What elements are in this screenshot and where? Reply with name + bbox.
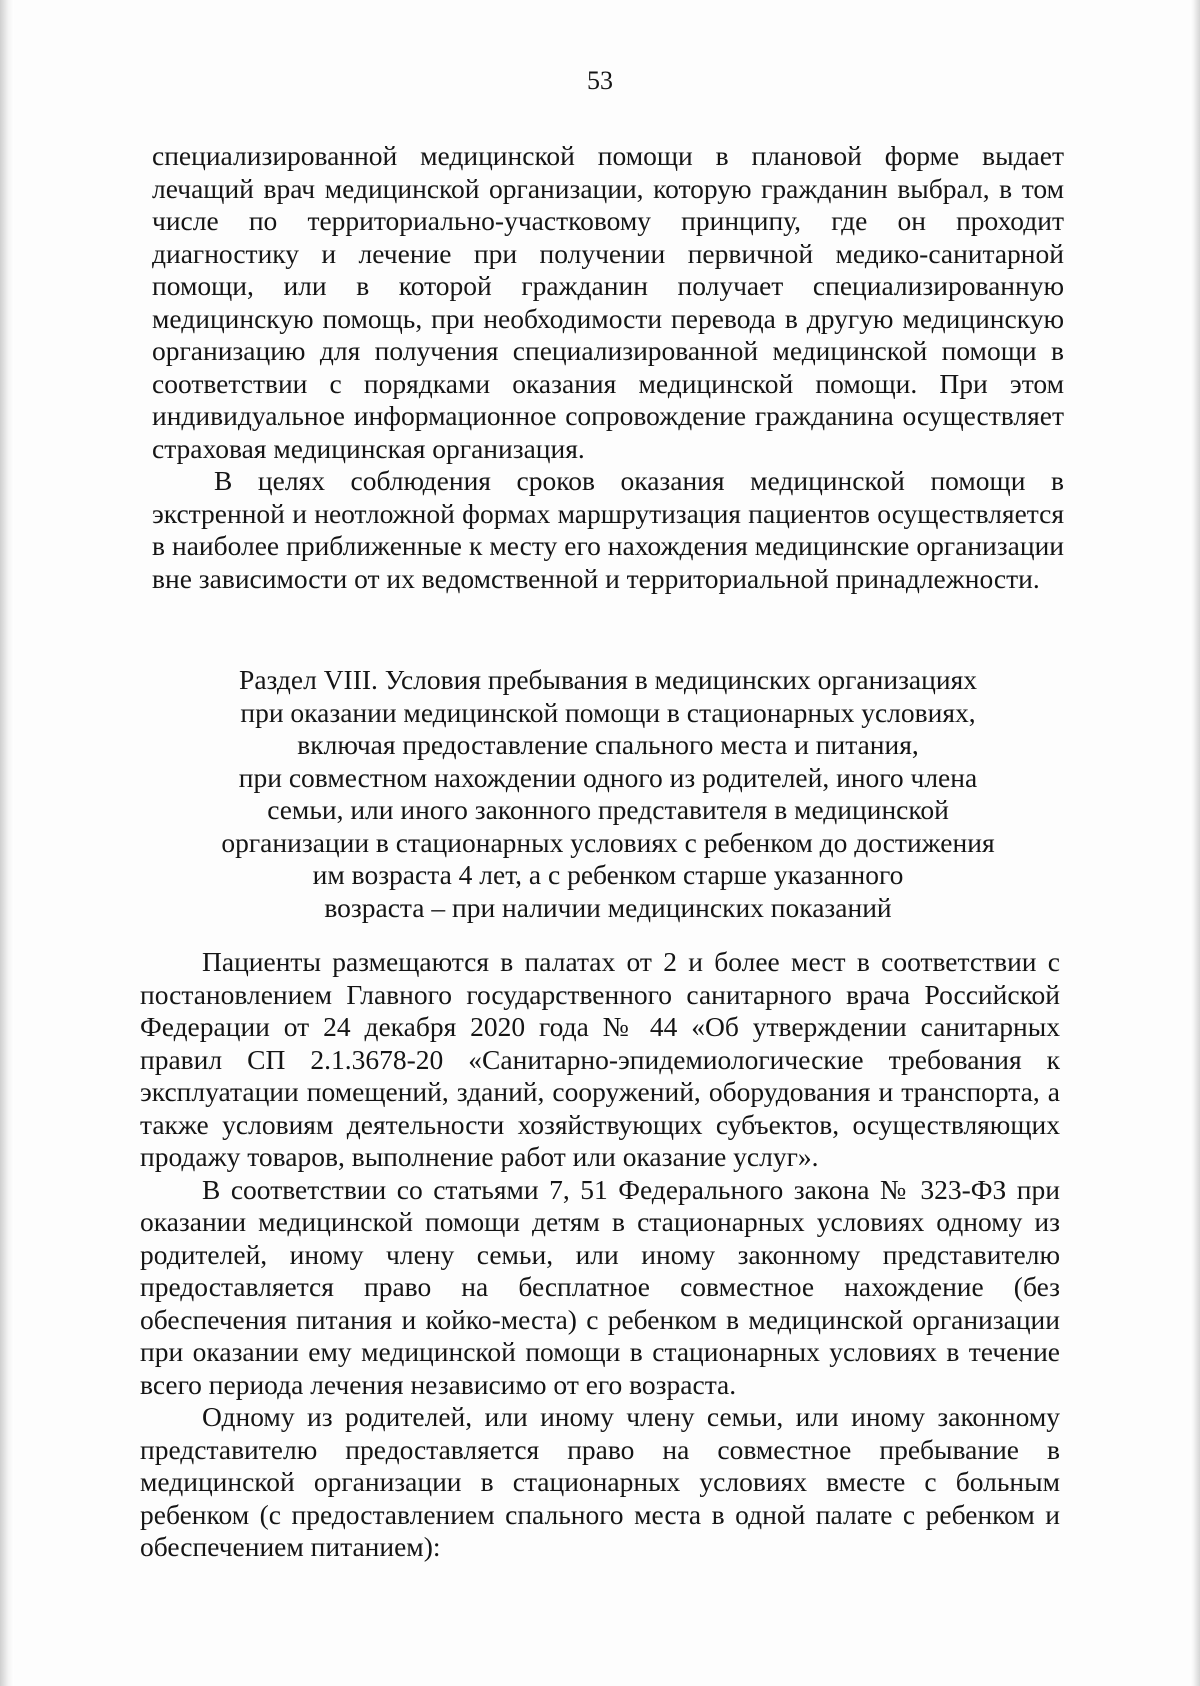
paragraph-free-stay: В соответствии со статьями 7, 51 Федерального закона № 323-ФЗ при оказании медицинской помощи детям в стационарных условиях одному из родителей, иному члену семьи, или иному законному представителю предоставляется право на бесплатное совместное нахождение (без обеспечения питания и койко-места) с ребенком в медицинской организации при оказании ему медицинской помощи в стационарных условиях в течение всего периода лечения независимо от его возраста. — [140, 1173, 1060, 1400]
section-heading-line: при оказании медицинской помощи в стационарных условиях, — [240, 696, 976, 728]
section-heading — [152, 664, 1064, 924]
section-heading-line: им возраста 4 лет, а с ребенком старше указанного — [312, 859, 904, 890]
scan-edge-left — [0, 0, 14, 1686]
paragraph-continuation: специализированной медицинской помощи в плановой форме выдает лечащий врач медицинской организации, которую гражданин выбрал, в том числе по территориально-участковому принципу, где он проходит диагностику и лечение при получении первичной медико-санитарной помощи, или в которой гражданин получает специализированную медицинскую помощь, при необходимости перевода в другую медицинскую организацию для получения специализированной медицинской помощи в соответствии с порядками оказания медицинской помощи. При этом индивидуальное информационное сопровождение гражданина осуществляет страховая медицинская организация. — [152, 140, 1064, 464]
section-heading-line: включая предоставление спального места и питания, — [297, 729, 919, 760]
scan-edge-right — [1190, 0, 1200, 1686]
section-heading-line: организации в стационарных условиях с ребенком до достижения — [221, 826, 995, 858]
section-heading-line: семьи, или иного законного представителя в медицинской — [267, 794, 949, 825]
paragraph-routing: В целях соблюдения сроков оказания медицинской помощи в экстренной и неотложной формах маршрутизация пациентов осуществляется в наиболее приближенные к месту его нахождения медицинские организации вне зависимости от их ведомственной и территориальной принадлежности. — [152, 465, 1064, 594]
section-heading-line: возраста – при наличии медицинских показаний — [324, 891, 892, 923]
paragraph-joint-stay: Одному из родителей, или иному члену семьи, или иному законному представителю предоставляется право на совместное пребывание в медицинской организации в стационарных условиях вместе с больным ребенком (с предоставлением спального места в одной палате с ребенком и обеспечением питанием): — [140, 1401, 1060, 1562]
section-text-block — [140, 946, 1060, 1564]
page-number: 53 — [587, 66, 613, 95]
intro-text-block — [152, 140, 1064, 595]
section-heading-line: при совместном нахождении одного из родителей, иного члена — [238, 761, 978, 793]
section-heading-line: Раздел VIII. Условия пребывания в медицинских организациях — [239, 664, 977, 695]
paragraph-wards: Пациенты размещаются в палатах от 2 и более мест в соответствии с постановлением Главного государственного санитарного врача Российской Федерации от 24 декабря 2020 года № 44 «Об утверждении санитарных правил СП 2.1.3678-20 «Санитарно-эпидемиологические требования к эксплуатации помещений, зданий, сооружений, оборудования и транспорта, а также условиям деятельности хозяйствующих субъектов, осуществляющих продажу товаров, выполнение работ или оказание услуг». — [140, 946, 1060, 1172]
